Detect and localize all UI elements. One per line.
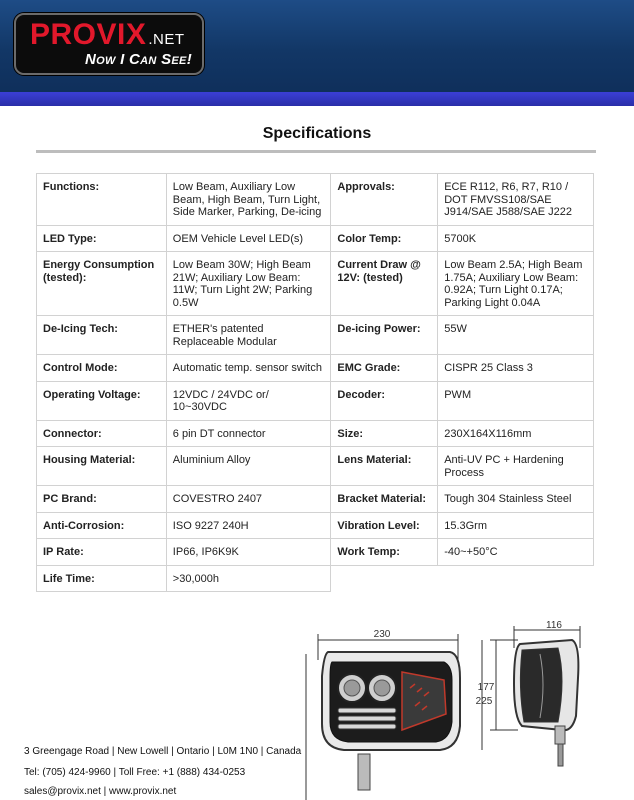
- front-view-icon: [306, 634, 460, 800]
- spec-label: Decoder:: [331, 381, 438, 420]
- spec-value: Anti-UV PC + Hardening Process: [438, 447, 594, 486]
- spec-value: Low Beam 30W; High Beam 21W; Auxiliary Low Beam: 11W; Turn Light 2W; Parking 0.5W: [166, 252, 331, 316]
- footer-address: 3 Greengage Road | New Lowell | Ontario | L0M 1N0 | Canada: [24, 746, 302, 757]
- spec-label: EMC Grade:: [331, 355, 438, 382]
- table-row: [37, 565, 594, 592]
- spec-value: Tough 304 Stainless Steel: [438, 486, 594, 513]
- footer-email[interactable]: sales@provix.net | www.provix.net: [24, 786, 177, 797]
- spec-label: Functions:: [37, 174, 167, 226]
- side-width-label: 116: [546, 620, 562, 631]
- spec-label: De-icing Power:: [331, 316, 438, 355]
- spec-value: CISPR 25 Class 3: [438, 355, 594, 382]
- spec-label: De-Icing Tech:: [37, 316, 167, 355]
- spec-value: ETHER's patented Replaceable Modular: [166, 316, 331, 355]
- spec-label: Anti-Corrosion:: [37, 512, 167, 539]
- spec-label: LED Type:: [37, 225, 167, 252]
- page-title: Specifications: [262, 125, 372, 142]
- spec-label: Color Temp:: [331, 225, 438, 252]
- spec-label: Current Draw @ 12V: (tested): [331, 252, 438, 316]
- header-band: [0, 92, 634, 106]
- spec-value: 6 pin DT connector: [166, 420, 331, 447]
- spec-value: Automatic temp. sensor switch: [166, 355, 331, 382]
- spec-label: Size:: [331, 420, 438, 447]
- title-divider: [36, 150, 596, 153]
- spec-value: Low Beam 2.5A; High Beam 1.75A; Auxiliary Low Beam: 0.92A; Turn Light 0.17A; Parking Light 0.04A: [438, 252, 594, 316]
- logo-brand-text: PROVIX: [30, 18, 147, 51]
- table-row: [37, 447, 594, 486]
- table-row: [37, 174, 594, 226]
- spec-label: Bracket Material:: [331, 486, 438, 513]
- spec-value: ISO 9227 240H: [166, 512, 331, 539]
- logo-net: .NET: [148, 31, 185, 48]
- spec-value: ECE R112, R6, R7, R10 / DOT FMVSS108/SAE J914/SAE J588/SAE J222: [438, 174, 594, 226]
- empty-cell: [438, 565, 594, 592]
- table-row: [37, 539, 594, 566]
- spec-value: COVESTRO 2407: [166, 486, 331, 513]
- spec-value: >30,000h: [166, 565, 331, 592]
- table-row: [37, 355, 594, 382]
- spec-label: Connector:: [37, 420, 167, 447]
- spec-label: Life Time:: [37, 565, 167, 592]
- total-height-label: 225: [475, 696, 493, 707]
- front-width-label: 230: [373, 629, 391, 640]
- empty-cell: [331, 565, 438, 592]
- spec-label: Work Temp:: [331, 539, 438, 566]
- spec-value: Aluminium Alloy: [166, 447, 331, 486]
- table-row: [37, 316, 594, 355]
- footer-phone: Tel: (705) 424-9960 | Toll Free: +1 (888) 434-0253: [24, 767, 246, 778]
- table-row: [37, 512, 594, 539]
- table-row: [37, 420, 594, 447]
- spec-label: IP Rate:: [37, 539, 167, 566]
- spec-label: PC Brand:: [37, 486, 167, 513]
- spec-label: Approvals:: [331, 174, 438, 226]
- provix-logo[interactable]: [14, 13, 204, 75]
- specs-table: [36, 173, 594, 592]
- spec-value: PWM: [438, 381, 594, 420]
- spec-value: 5700K: [438, 225, 594, 252]
- spec-label: Lens Material:: [331, 447, 438, 486]
- spec-value: 230X164X116mm: [438, 420, 594, 447]
- spec-value: IP66, IP6K9K: [166, 539, 331, 566]
- logo-tagline: Now I Can See!: [84, 51, 192, 68]
- spec-label: Control Mode:: [37, 355, 167, 382]
- table-row: [37, 252, 594, 316]
- spec-label: Operating Voltage:: [37, 381, 167, 420]
- side-height-label: 177: [477, 682, 495, 693]
- spec-label: Energy Consumption (tested):: [37, 252, 167, 316]
- logo-brand: [30, 20, 185, 55]
- spec-value: 12VDC / 24VDC or/ 10~30VDC: [166, 381, 331, 420]
- spec-label: Vibration Level:: [331, 512, 438, 539]
- table-row: [37, 225, 594, 252]
- spec-value: -40~+50°C: [438, 539, 594, 566]
- spec-value: 15.3Grm: [438, 512, 594, 539]
- headlight-dimension-drawing: [300, 618, 634, 800]
- spec-value: Low Beam, Auxiliary Low Beam, High Beam, Turn Light, Side Marker, Parking, De-icing: [166, 174, 331, 226]
- side-view-icon: [482, 626, 580, 766]
- spec-label: Housing Material:: [37, 447, 167, 486]
- spec-value: 55W: [438, 316, 594, 355]
- spec-value: OEM Vehicle Level LED(s): [166, 225, 331, 252]
- table-row: [37, 381, 594, 420]
- table-row: [37, 486, 594, 513]
